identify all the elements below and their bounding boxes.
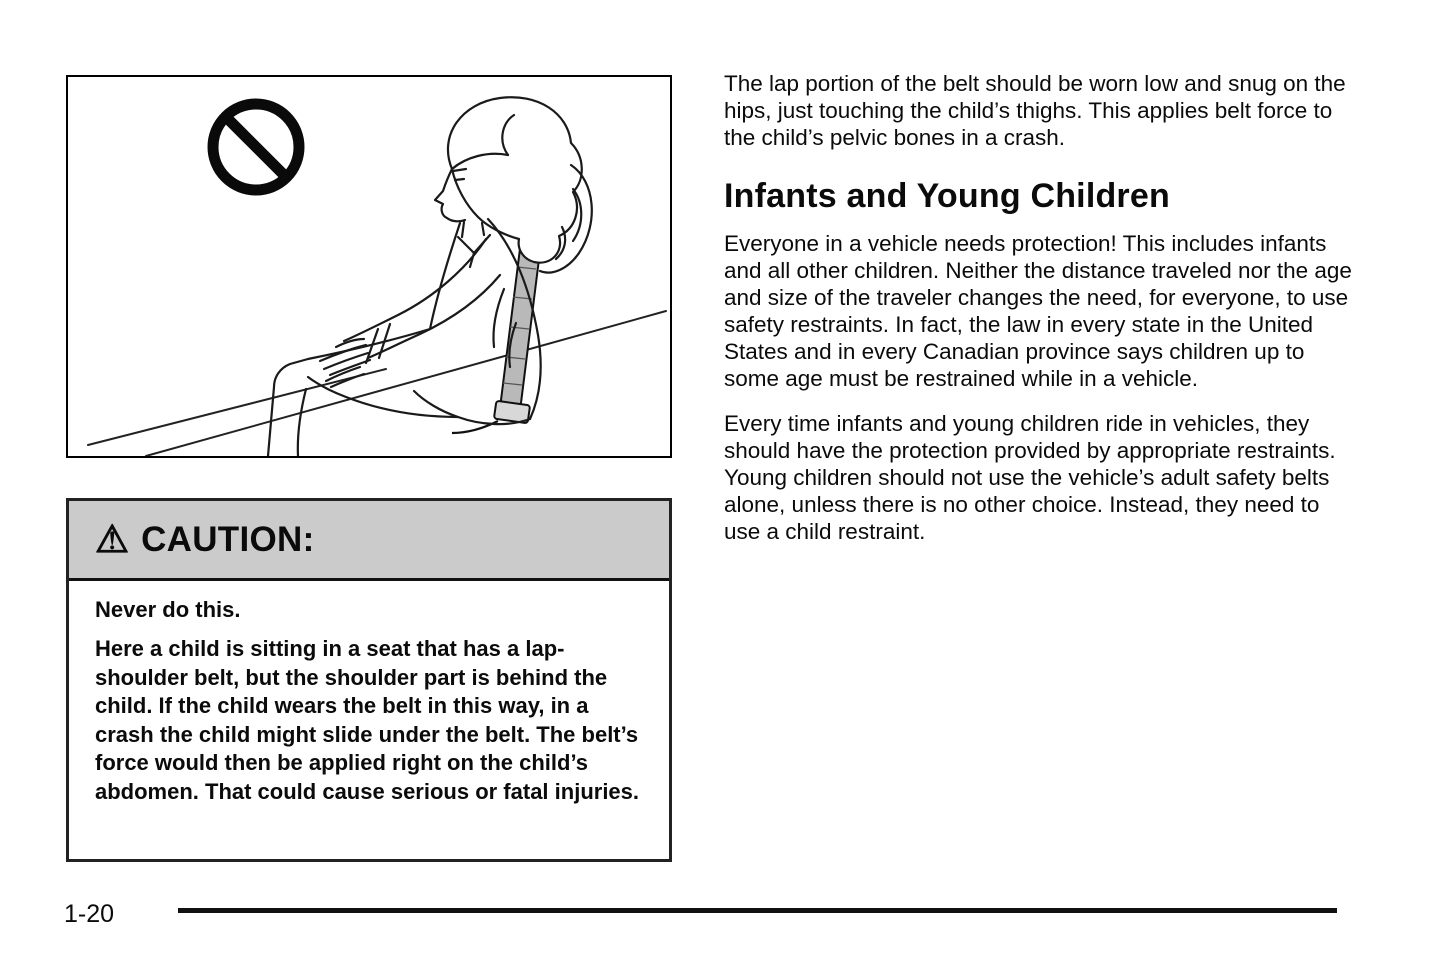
intro-paragraph: The lap portion of the belt should be worn low and snug on the hips, just touching the child’s thighs. This applies belt force to the child’s pelvic bones in a crash. — [724, 71, 1346, 150]
child-belt-illustration — [68, 77, 670, 456]
caution-body — [69, 581, 669, 807]
seated-child-drawing — [268, 97, 592, 456]
right-column — [724, 70, 1356, 563]
page-number: 1-20 — [64, 900, 115, 928]
caution-header — [69, 501, 669, 581]
warning-triangle-icon: ⚠ — [95, 518, 130, 561]
caution-text: Here a child is sitting in a seat that has a lap-shoulder belt, but the shoulder part is behind the child. If the child wears the belt in this way, in a crash the child might slide under the belt. The belt’s force would then be applied right on the child’s abdomen. That could cause serious or fatal injuries. — [95, 636, 640, 804]
illustration-box — [66, 75, 672, 458]
section-heading: Infants and Young Children — [724, 177, 1170, 215]
body-paragraph-2: Every time infants and young children ride in vehicles, they should have the protection provided by appropriate restraints. Young children should not use the vehicle’s adult safety belts alone, unless there is no other choice. Instead, they need to use a child restraint. — [724, 411, 1336, 544]
body-paragraph-1: Everyone in a vehicle needs protection! This includes infants and all other children. Neither the distance traveled nor the age and size of the traveler changes the need, for everyone, to use safety restraints. In fact, the law in every state in the United States and in every Canadian province says children up to some age must be restrained while in a vehicle. — [724, 231, 1352, 391]
caution-box — [66, 498, 672, 862]
footer-rule — [178, 908, 1337, 913]
caution-lead: Never do this. — [95, 597, 241, 622]
caution-title: CAUTION: — [141, 519, 315, 559]
no-symbol-icon — [213, 104, 299, 190]
